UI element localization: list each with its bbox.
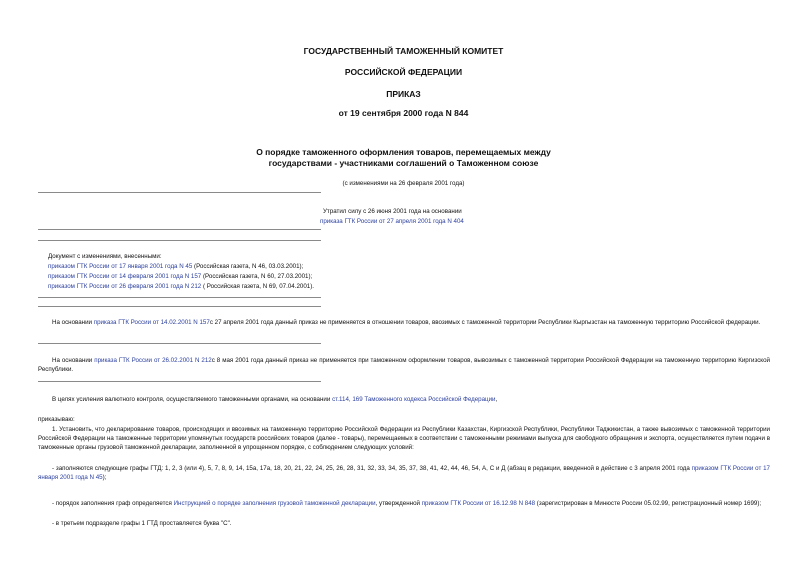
note-text: с 27 апреля 2001 года данный приказ не применяется в отношении товаров, ввозимых с таможенной территории Республики Кыргызстан на таможенную территорию Российской федерации. xyxy=(209,319,761,326)
item-third-subsection: - в третьем подразделе графы 1 ГТД проставляется буква "С". xyxy=(52,520,232,527)
changes-item-link[interactable]: приказом ГТК России от 14 февраля 2001 года N 157 xyxy=(48,273,202,280)
changes-item xyxy=(48,262,303,271)
header-line-date: от 19 сентября 2000 года N 844 xyxy=(338,108,469,118)
divider xyxy=(38,306,321,307)
order-45-link[interactable]: приказом ГТК России от 17 января 2001 года N 45 xyxy=(38,465,770,482)
item-graphs-paragraph xyxy=(38,464,770,482)
filling-mid: , утвержденной xyxy=(375,500,422,507)
changes-item-source: (Российская газета, N 46, 03.03.2001); xyxy=(192,263,304,270)
item-filling-order-paragraph xyxy=(38,499,770,508)
divider xyxy=(38,343,321,344)
note-prefix: На основании xyxy=(52,357,95,364)
changes-item-source: ( Российская газета, N 69, 07.04.2001). xyxy=(201,283,314,290)
graphs-punct: ); xyxy=(102,474,107,482)
customs-code-link[interactable]: ст.114, 169 Таможенного кодекса Российской Федерации xyxy=(332,396,496,403)
invalidated-link-wrap xyxy=(320,217,464,226)
purpose-text: В целях усиления валютного контроля, осуществляемого таможенными органами, на основании xyxy=(52,396,333,403)
purpose-paragraph xyxy=(52,395,497,404)
amendment-note: (с изменениями на 26 февраля 2001 года) xyxy=(342,180,465,187)
divider xyxy=(38,229,321,230)
header-line-committee: ГОСУДАРСТВЕННЫЙ ТАМОЖЕННЫЙ КОМИТЕТ xyxy=(303,46,504,56)
divider xyxy=(38,297,321,298)
note-kyrgyzstan-import xyxy=(38,318,770,327)
invalidating-order-link[interactable]: приказа ГТК России от 27 апреля 2001 года N 404 xyxy=(320,218,464,225)
document-title-line1: О порядке таможенного оформления товаров, перемещаемых между xyxy=(256,147,551,157)
changes-item-link[interactable]: приказом ГТК России от 17 января 2001 года N 45 xyxy=(48,263,193,270)
item-1-paragraph: 1. Установить, что декларирование товаров, происходящих и ввозимых на таможенную территорию Российской Федерации из Республики Казахстан, Киргизской Республики, Республики Таджикистан, а также вывозимых с таможенной территории Российской Федерации на таможенные территории упомянутых государств российских товаров (далее - товары), перемещаемых в соответствии с таможенными режимами выпуска для свободного обращения и экспорта, осуществляется путем подачи в таможенные органы грузовой таможенной декларации, заполненной в упрощенном порядке, с соблюдением следующих условий: xyxy=(38,426,770,452)
order-212-link[interactable]: приказа ГТК России от 26.02.2001 N 212 xyxy=(94,357,212,364)
filling-registration: (зарегистрирован в Минюсте России 05.02.99, регистрационный номер 1699); xyxy=(535,500,762,507)
divider xyxy=(38,192,321,193)
changes-item-source: (Российская газета, N 60, 27.03.2001); xyxy=(201,273,313,280)
graphs-text: - заполняются следующие графы ГТД: 1, 2, 3 (или 4), 5, 7, 8, 9, 14, 15а, 17а, 18, 20, 21, 22, 24, 25, 26, 28, 31, 32, 33, 34, 35, 37, 38, 41, 42, 44, 46, 54, А, С и Д (абзац в редакции, введенной в действие с 3 апреля 2001 года xyxy=(52,465,692,472)
filling-text: - порядок заполнения граф определяется xyxy=(52,500,174,507)
changes-item xyxy=(48,282,314,291)
changes-item-link[interactable]: приказом ГТК России от 26 февраля 2001 года N 212 xyxy=(48,283,202,290)
document-title-line2: государствами - участниками соглашений о Таможенном союзе xyxy=(268,158,539,168)
invalidated-text: Утратил силу с 26 июня 2001 года на основании xyxy=(323,208,462,215)
purpose-punct: , xyxy=(495,396,498,403)
note-kyrgyzstan-export xyxy=(38,356,770,374)
note-text: с 8 мая 2001 года данный приказ не применяется при таможенном оформлении товаров, вывозимых с таможенной территории Российской Федерации на таможенную территорию Киргизской Республики. xyxy=(38,357,770,374)
divider xyxy=(38,240,321,241)
divider xyxy=(38,381,321,382)
header-line-order: ПРИКАЗ xyxy=(386,89,421,99)
declaration-instruction-link[interactable]: Инструкцией о порядке заполнения грузовой таможенной декларации xyxy=(173,500,376,507)
header-line-federation: РОССИЙСКОЙ ФЕДЕРАЦИИ xyxy=(344,67,463,77)
order-157-link[interactable]: приказа ГТК России от 14.02.2001 N 157 xyxy=(93,319,210,326)
changes-item xyxy=(48,272,312,281)
order-word: приказываю: xyxy=(38,416,75,423)
changes-heading: Документ с изменениями, внесенными: xyxy=(48,253,162,260)
order-848-link[interactable]: приказом ГТК России от 16.12.98 N 848 xyxy=(421,500,536,507)
note-prefix: На основании xyxy=(52,319,94,326)
